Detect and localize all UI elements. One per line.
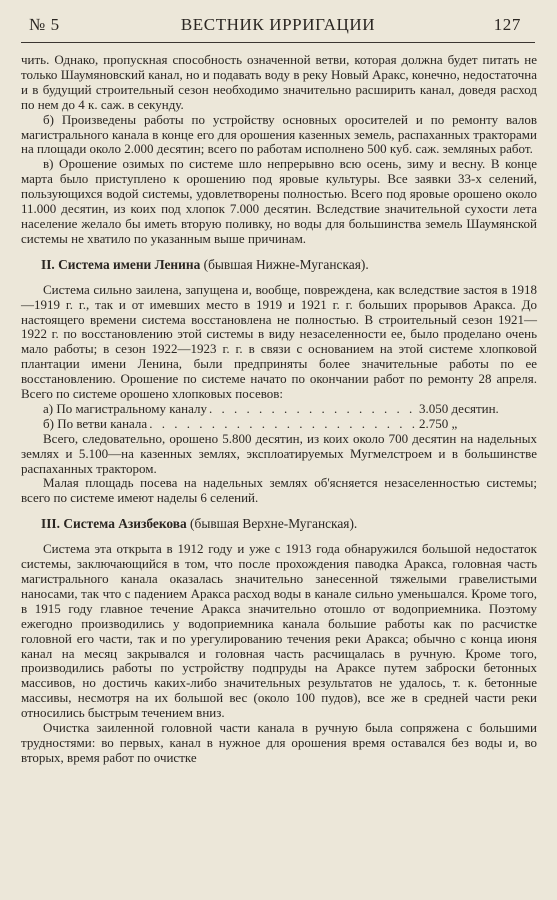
- list-item-label: а) По магистральному каналу: [43, 400, 207, 416]
- leader-dots: [207, 402, 419, 417]
- page-number: 127: [493, 15, 521, 34]
- journal-title: ВЕСТНИК ИРРИГАЦИИ: [180, 15, 376, 34]
- paragraph-item-b: б) Произведены работы по устройству основных оросителей и по ремонту валов магистрального канала в конце его для орошения казенных земель, распаханных тракторами на площади около 2.000 десятин; всего по работам исполнено 500 куб. саж. земляных работ.: [21, 111, 537, 157]
- section-heading-azizbekov-bold: III. Система Азизбекова: [41, 516, 187, 532]
- section-heading-lenin-bold: II. Система имени Ленина: [41, 256, 201, 272]
- paragraph-lenin-system: Система сильно заилена, запущена и, вообще, повреждена, как вследствие застоя в 1918—1919 г. г., так и от имевших место в 1919 и 1921 г. г. больших прорывов Аракса. До настоящего времени система восстановлена не полностью. В строительный сезон 1921—1922 г. по восстановлению этой системы в виду незаселенности ее, было проделано очень мало работы; в сезон 1922—1923 г. г. в связи с основанием на этой системе хлопковой плантации имени Ленина, были предприняты более значительные работы по ее восстановлению. Орошение по системе начато по окончании работ по ремонту 28 апреля. Всего по системе орошено хлопковых посевов:: [21, 281, 537, 402]
- section-heading-azizbekov: [21, 517, 537, 532]
- article-body: [21, 53, 537, 766]
- issue-number: № 5: [29, 15, 60, 34]
- paragraph-continuation: чить. Однако, пропускная способность означенной ветви, которая должна будет питать не только Шаумяновский канал, но и подавать воду в реку Новый Аракс, конечно, недостаточна и в будущий строительный сезон необходимо значительно расширить канал, доведя расход по нем до 4 к. саж. в секунду.: [21, 52, 537, 112]
- section-heading-azizbekov-rest: (бывшая Верхне-Муганская).: [186, 516, 358, 532]
- paragraph-small-area: Малая площадь посева на надельных землях об'ясняется незаселенностью системы; всего по системе имеют наделы 6 селений.: [21, 475, 537, 506]
- leader-dots: [147, 417, 419, 432]
- section-heading-lenin-rest: (бывшая Нижне-Муганская).: [200, 256, 369, 272]
- list-item-branch-canal: [21, 417, 537, 432]
- paragraph-cleaning: Очистка заиленной головной части канала в ручную была сопряжена с большими трудностями: во первых, канал в нужное для орошения время оставался без воды и, во вторых, время работ по очистке: [21, 720, 537, 765]
- paragraph-item-c: в) Орошение озимых по системе шло непрерывно всю осень, зиму и весну. В конце марта было приступлено к орошению под яровые культуры. Все заявки 33-х селений, пользующихся водой системы, удовлетворены полностью. Всего под яровые орошено около 11.000 десятин, из коих под хлопок 7.000 десятин. Вследствие значительной сухости лета население желало бы иметь вторую поливку, но воды для большинства земель Шаумянской системы не хватило по указанным выше причинам.: [21, 156, 537, 246]
- list-item-value: 2.750 „: [419, 415, 458, 431]
- paragraph-azizbekov-system: Система эта открыта в 1912 году и уже с 1913 года обнаружился большой недостаток системы, заключающийся в том, что после прохождения паводка Аракса, головная часть магистрального канала оказалась значительно занесенной тяжелыми гравелистыми наносами, так что с падением Аракса расход воды в канале сильно уменьшался. Кроме того, в 1915 году главное течение Аракса значительно отошло от водоприемника. Поэтому ежегодно производились у водоприемника канала большие работы как по расчистке головной его части, так и по урегулированию течения реки Аракса; обычно с конца июня канал на месяц закрывался и головная часть расчищалась в ручную. Кроме того, производились работы по устройству подпруды на Араксе путем заброски бетонных массивов, но достичь каких-либо значительных результатов не удалось, т. к. бетонные массивы, несмотря на их большой вес (около 100 пудов), все же в средней части реки относились быстрым течением вниз.: [21, 541, 537, 721]
- running-header: [21, 12, 535, 43]
- paragraph-total: Всего, следовательно, орошено 5.800 десятин, из коих около 700 десятин на надельных землях и 5.100—на казенных землях, эксплоатируемых Мугмелстроем и в большинстве распаханных трактором.: [21, 430, 537, 476]
- section-heading-lenin: [21, 258, 537, 273]
- list-item-main-canal: [21, 402, 537, 417]
- list-item-value: 3.050 десятин.: [419, 400, 499, 416]
- list-item-label: б) По ветви канала: [43, 415, 148, 431]
